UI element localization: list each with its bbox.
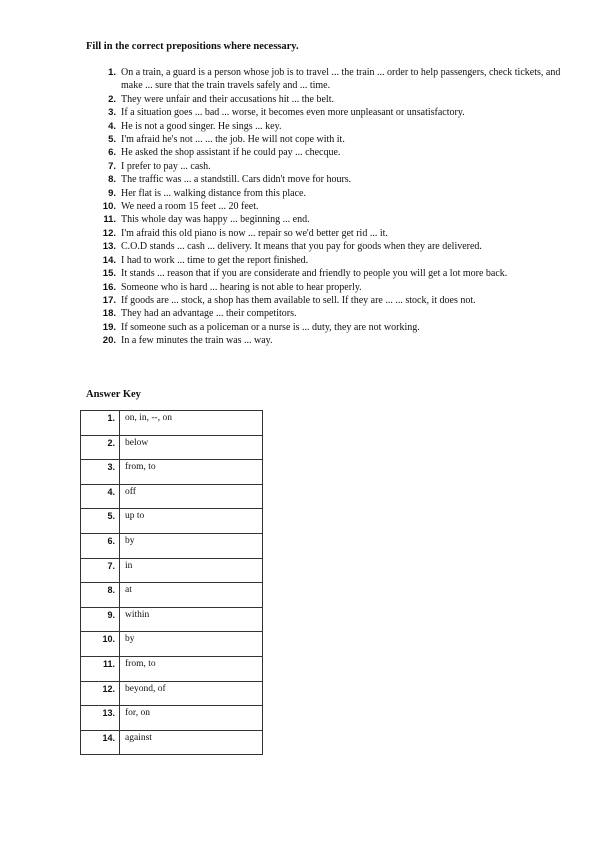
table-row bbox=[81, 558, 263, 583]
question-number: 17. bbox=[102, 294, 116, 306]
question-text: In a few minutes the train was ... way. bbox=[121, 335, 273, 347]
question-item bbox=[86, 120, 566, 133]
question-item bbox=[86, 187, 566, 200]
answer-value: on, in, --, on bbox=[120, 411, 263, 436]
question-number: 20. bbox=[102, 335, 116, 347]
question-item bbox=[86, 93, 566, 106]
question-text: We need a room 15 feet ... 20 feet. bbox=[121, 201, 259, 213]
answer-value: below bbox=[120, 435, 263, 460]
question-item bbox=[86, 146, 566, 159]
question-number: 9. bbox=[108, 187, 116, 199]
question-number: 2. bbox=[108, 93, 116, 105]
table-row bbox=[81, 583, 263, 608]
question-number: 6. bbox=[108, 147, 116, 159]
answer-number: 8. bbox=[81, 583, 120, 608]
answer-value: within bbox=[120, 607, 263, 632]
question-number: 12. bbox=[102, 227, 116, 239]
table-row bbox=[81, 607, 263, 632]
table-row bbox=[81, 509, 263, 534]
table-row bbox=[81, 484, 263, 509]
answer-number: 10. bbox=[81, 632, 120, 657]
answer-value: from, to bbox=[120, 460, 263, 485]
answer-value: off bbox=[120, 484, 263, 509]
exercise-title: Fill in the correct prepositions where necessary. bbox=[86, 41, 299, 52]
question-list bbox=[86, 66, 566, 348]
question-item bbox=[86, 267, 566, 280]
question-text: The traffic was ... a standstill. Cars didn't move for hours. bbox=[121, 174, 352, 186]
answer-number: 6. bbox=[81, 533, 120, 558]
question-number: 13. bbox=[102, 241, 116, 253]
question-text: They were unfair and their accusations hit ... the belt. bbox=[121, 93, 334, 105]
question-number: 5. bbox=[108, 134, 116, 146]
question-item bbox=[86, 200, 566, 213]
question-item bbox=[86, 106, 566, 119]
answer-value: for, on bbox=[120, 706, 263, 731]
answer-key-table bbox=[80, 410, 263, 755]
question-text: This whole day was happy ... beginning ... end. bbox=[121, 214, 310, 226]
question-item bbox=[86, 173, 566, 186]
question-number: 4. bbox=[108, 120, 116, 132]
question-item bbox=[86, 321, 566, 334]
question-item bbox=[86, 160, 566, 173]
answer-value: by bbox=[120, 632, 263, 657]
question-text: It stands ... reason that if you are considerate and friendly to people you will get a lot more back. bbox=[121, 268, 508, 280]
table-row bbox=[81, 730, 263, 755]
question-number: 19. bbox=[102, 321, 116, 333]
answer-number: 3. bbox=[81, 460, 120, 485]
table-row bbox=[81, 656, 263, 681]
question-text: They had an advantage ... their competitors. bbox=[121, 308, 297, 320]
answer-number: 9. bbox=[81, 607, 120, 632]
answer-key-title: Answer Key bbox=[86, 389, 141, 400]
answer-number: 7. bbox=[81, 558, 120, 583]
question-number: 16. bbox=[102, 281, 116, 293]
question-number: 11. bbox=[103, 214, 116, 226]
question-item bbox=[86, 240, 566, 253]
table-row bbox=[81, 681, 263, 706]
question-text: On a train, a guard is a person whose job is to travel ... the train ... order to help passengers, check tickets, and make ... sure that the train travels safely and ... time. bbox=[121, 67, 561, 92]
question-text: If someone such as a policeman or a nurse is ... duty, they are not working. bbox=[121, 321, 420, 333]
table-row bbox=[81, 435, 263, 460]
question-item bbox=[86, 307, 566, 320]
table-row bbox=[81, 460, 263, 485]
answer-number: 5. bbox=[81, 509, 120, 534]
table-row bbox=[81, 706, 263, 731]
question-item bbox=[86, 281, 566, 294]
question-number: 18. bbox=[102, 308, 116, 320]
question-number: 8. bbox=[108, 174, 116, 186]
question-number: 10. bbox=[102, 201, 116, 213]
question-item bbox=[86, 334, 566, 347]
answer-number: 13. bbox=[81, 706, 120, 731]
question-text: He is not a good singer. He sings ... key. bbox=[121, 120, 282, 132]
answer-number: 4. bbox=[81, 484, 120, 509]
answer-value: against bbox=[120, 730, 263, 755]
table-row bbox=[81, 533, 263, 558]
question-item bbox=[86, 66, 566, 93]
question-text: I prefer to pay ... cash. bbox=[121, 160, 211, 172]
answer-value: at bbox=[120, 583, 263, 608]
question-item bbox=[86, 133, 566, 146]
answer-number: 14. bbox=[81, 730, 120, 755]
question-item bbox=[86, 294, 566, 307]
question-text: Someone who is hard ... hearing is not able to hear properly. bbox=[121, 281, 362, 293]
table-row bbox=[81, 411, 263, 436]
question-item bbox=[86, 213, 566, 226]
question-number: 3. bbox=[108, 107, 116, 119]
question-text: Her flat is ... walking distance from this place. bbox=[121, 187, 306, 199]
answer-value: by bbox=[120, 533, 263, 558]
question-item bbox=[86, 254, 566, 267]
question-text: If a situation goes ... bad ... worse, it becomes even more unpleasant or unsatisfactory. bbox=[121, 107, 465, 119]
question-number: 15. bbox=[102, 268, 116, 280]
question-text: I had to work ... time to get the report finished. bbox=[121, 254, 309, 266]
question-text: C.O.D stands ... cash ... delivery. It means that you pay for goods when they are delivered. bbox=[121, 241, 482, 253]
question-number: 14. bbox=[102, 254, 116, 266]
question-text: He asked the shop assistant if he could pay ... checque. bbox=[121, 147, 341, 159]
question-item bbox=[86, 227, 566, 240]
question-text: I'm afraid this old piano is now ... repair so we'd better get rid ... it. bbox=[121, 227, 388, 239]
answer-number: 2. bbox=[81, 435, 120, 460]
question-number: 7. bbox=[108, 160, 116, 172]
question-number: 1. bbox=[108, 67, 116, 78]
answer-value: beyond, of bbox=[120, 681, 263, 706]
answer-value: up to bbox=[120, 509, 263, 534]
answer-number: 12. bbox=[81, 681, 120, 706]
answer-number: 1. bbox=[81, 411, 120, 436]
answer-value: in bbox=[120, 558, 263, 583]
answer-number: 11. bbox=[81, 656, 120, 681]
question-text: I'm afraid he's not ... ... the job. He will not cope with it. bbox=[121, 134, 345, 146]
table-row bbox=[81, 632, 263, 657]
answer-value: from, to bbox=[120, 656, 263, 681]
question-text: If goods are ... stock, a shop has them available to sell. If they are ... ... stock, it does not. bbox=[121, 294, 476, 306]
